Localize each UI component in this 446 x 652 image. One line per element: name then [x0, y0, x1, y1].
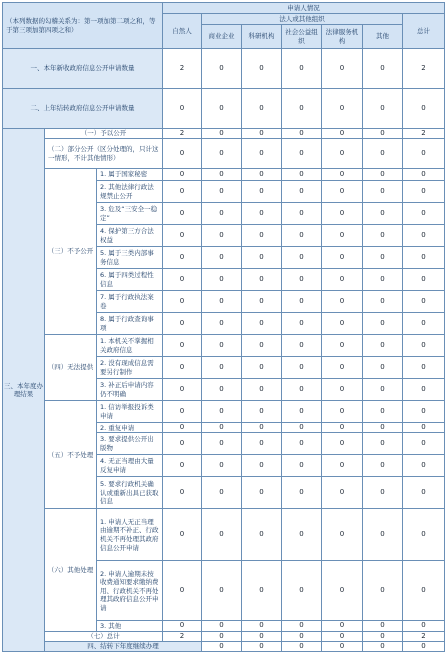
disclosure-stats-table	[2, 2, 445, 652]
cell-value: 0	[163, 225, 202, 247]
cell-value: 0	[242, 641, 282, 651]
cell-value: 0	[363, 169, 403, 181]
cell-value: 0	[163, 357, 202, 379]
cell-value: 0	[282, 641, 322, 651]
header-org-type: 法律服务机构	[322, 25, 363, 49]
cell-value: 0	[403, 291, 445, 313]
cell-value: 0	[242, 269, 282, 291]
cell-value: 0	[163, 455, 202, 477]
cell-value: 0	[282, 313, 322, 335]
table-row	[3, 641, 445, 651]
table-row	[3, 49, 445, 89]
cell-value: 0	[322, 203, 363, 225]
cell-value: 0	[403, 509, 445, 561]
row-label: 4. 保护第三方合法权益	[97, 225, 163, 247]
cell-value: 0	[322, 379, 363, 401]
cell-value: 0	[242, 129, 282, 139]
table-row	[3, 139, 445, 169]
cell-value: 0	[202, 401, 242, 423]
cell-value: 0	[202, 247, 242, 269]
cell-value: 0	[242, 139, 282, 169]
cell-value: 0	[322, 357, 363, 379]
cell-value: 0	[363, 423, 403, 433]
cell-value: 2	[403, 49, 445, 89]
header-legal-group: 法人或其他组织	[202, 14, 403, 25]
cell-value: 0	[403, 181, 445, 203]
cell-value: 0	[403, 401, 445, 423]
row-label: 2. 没有现成信息需要另行制作	[97, 357, 163, 379]
cell-value: 0	[282, 269, 322, 291]
cell-value: 0	[403, 225, 445, 247]
cell-value: 0	[403, 477, 445, 509]
cell-value: 0	[282, 423, 322, 433]
cell-value: 0	[322, 477, 363, 509]
cell-value: 0	[322, 225, 363, 247]
cell-value: 0	[322, 433, 363, 455]
cell-value: 0	[322, 401, 363, 423]
cell-value: 0	[202, 129, 242, 139]
cell-value: 0	[163, 401, 202, 423]
cell-value: 0	[282, 203, 322, 225]
cell-value: 2	[403, 631, 445, 641]
cell-value: 0	[202, 169, 242, 181]
cell-value: 0	[322, 49, 363, 89]
cell-value: 0	[322, 313, 363, 335]
cell-value: 0	[202, 357, 242, 379]
table-row	[3, 631, 445, 641]
cell-value: 0	[282, 247, 322, 269]
row-label: 1. 信访举报投诉类申请	[97, 401, 163, 423]
cell-value: 0	[202, 379, 242, 401]
cell-value: 0	[363, 641, 403, 651]
cell-value: 0	[163, 621, 202, 631]
cell-value: 0	[363, 433, 403, 455]
cell-value: 0	[202, 455, 242, 477]
cell-value: 0	[282, 181, 322, 203]
cell-value: 0	[282, 169, 322, 181]
cell-value: 0	[322, 269, 363, 291]
cell-value: 0	[363, 561, 403, 621]
cell-value: 2	[163, 129, 202, 139]
row-label: 四、结转下年度继续办理	[45, 641, 202, 651]
cell-value: 0	[163, 269, 202, 291]
cell-value: 0	[202, 269, 242, 291]
cell-value: 0	[322, 509, 363, 561]
cell-value: 0	[363, 477, 403, 509]
cell-value: 0	[282, 477, 322, 509]
cell-value: 0	[322, 181, 363, 203]
cell-value: 0	[242, 401, 282, 423]
cell-value: 0	[403, 561, 445, 621]
row-label: 一、本年新收政府信息公开申请数量	[3, 49, 163, 89]
row-label: 4. 无正当理由大量反复申请	[97, 455, 163, 477]
row-label: 2. 申请人逾期未按收费通知要求缴纳费用、行政机关不再处理其政府信息公开申请	[97, 561, 163, 621]
cell-value: 0	[282, 379, 322, 401]
header-org-type: 其他	[363, 25, 403, 49]
cell-value: 0	[242, 225, 282, 247]
cell-value: 0	[403, 335, 445, 357]
header-natural-person: 自然人	[163, 14, 202, 49]
cell-value: 0	[363, 455, 403, 477]
cell-value: 0	[282, 129, 322, 139]
cell-value: 0	[163, 477, 202, 509]
cell-value: 0	[363, 313, 403, 335]
cell-value: 0	[363, 129, 403, 139]
row-label: 2. 其他法律行政法规禁止公开	[97, 181, 163, 203]
header-org-type: 商业企业	[202, 25, 242, 49]
cell-value: 0	[242, 561, 282, 621]
table-row	[3, 335, 445, 357]
cell-value: 0	[163, 169, 202, 181]
cell-value: 0	[242, 247, 282, 269]
cell-value: 0	[202, 225, 242, 247]
cell-value: 0	[242, 631, 282, 641]
cell-value: 0	[163, 139, 202, 169]
cell-value: 0	[282, 621, 322, 631]
row-label: 1. 本机关不掌握相关政府信息	[97, 335, 163, 357]
cell-value: 0	[363, 401, 403, 423]
cell-value: 0	[403, 169, 445, 181]
cell-value: 0	[282, 49, 322, 89]
cell-value: 0	[403, 357, 445, 379]
cell-value: 0	[403, 621, 445, 631]
cell-value: 0	[363, 291, 403, 313]
cell-value: 0	[202, 139, 242, 169]
cell-value: 0	[282, 433, 322, 455]
subgroup-label: （四）无法提供	[45, 335, 97, 401]
cell-value: 0	[322, 631, 363, 641]
cell-value: 0	[363, 203, 403, 225]
row-label: （一）予以公开	[45, 129, 163, 139]
cell-value: 0	[242, 455, 282, 477]
row-label: 3. 危及“三安全一稳定”	[97, 203, 163, 225]
cell-value: 0	[202, 477, 242, 509]
cell-value: 0	[163, 181, 202, 203]
row-label: 1. 属于国家秘密	[97, 169, 163, 181]
subgroup-label: （五）不予处理	[45, 401, 97, 509]
cell-value: 0	[163, 247, 202, 269]
cell-value: 0	[322, 561, 363, 621]
header-org-type: 科研机构	[242, 25, 282, 49]
cell-value: 0	[403, 455, 445, 477]
cell-value: 0	[282, 455, 322, 477]
cell-value: 0	[163, 509, 202, 561]
cell-value: 0	[242, 509, 282, 561]
cell-value: 0	[322, 335, 363, 357]
cell-value: 0	[282, 561, 322, 621]
cell-value: 0	[322, 291, 363, 313]
cell-value: 0	[202, 423, 242, 433]
cell-value: 0	[202, 89, 242, 129]
cell-value: 0	[363, 357, 403, 379]
row-label: 7. 属于行政执法案卷	[97, 291, 163, 313]
cell-value: 0	[363, 89, 403, 129]
row-label: 3. 其他	[97, 621, 163, 631]
cell-value: 0	[403, 641, 445, 651]
cell-value: 0	[163, 423, 202, 433]
cell-value: 0	[242, 335, 282, 357]
header-org-type: 社会公益组织	[282, 25, 322, 49]
subgroup-label: （三）不予公开	[45, 169, 97, 335]
header-total: 总计	[403, 14, 445, 49]
table-row	[3, 509, 445, 561]
cell-value: 0	[363, 225, 403, 247]
cell-value: 0	[163, 313, 202, 335]
table-row	[3, 129, 445, 139]
row-label: （七）总计	[45, 631, 163, 641]
cell-value: 0	[202, 433, 242, 455]
cell-value: 0	[202, 561, 242, 621]
cell-value: 0	[242, 203, 282, 225]
cell-value: 0	[363, 139, 403, 169]
cell-value: 0	[363, 49, 403, 89]
cell-value: 0	[322, 89, 363, 129]
section-label-results: 三、本年度办理结果	[3, 129, 45, 652]
cell-value: 0	[242, 433, 282, 455]
cell-value: 0	[282, 357, 322, 379]
cell-value: 0	[403, 139, 445, 169]
row-label: 3. 补正后申请内容仍不明确	[97, 379, 163, 401]
cell-value: 0	[242, 49, 282, 89]
cell-value: 0	[403, 313, 445, 335]
row-label: 8. 属于行政查询事项	[97, 313, 163, 335]
row-label: 6. 属于四类过程性信息	[97, 269, 163, 291]
cell-value: 0	[282, 89, 322, 129]
cell-value: 0	[202, 621, 242, 631]
cell-value: 0	[242, 357, 282, 379]
cell-value: 0	[163, 433, 202, 455]
cell-value: 0	[403, 89, 445, 129]
cell-value: 0	[282, 401, 322, 423]
cell-value: 0	[363, 631, 403, 641]
cell-value: 0	[363, 335, 403, 357]
cell-value: 0	[242, 169, 282, 181]
cell-value: 0	[363, 269, 403, 291]
table-row	[3, 401, 445, 423]
cell-value: 0	[242, 291, 282, 313]
cell-value: 0	[363, 621, 403, 631]
cell-value: 2	[163, 49, 202, 89]
cell-value: 0	[242, 379, 282, 401]
cell-value: 0	[403, 269, 445, 291]
cell-value: 0	[363, 509, 403, 561]
cell-value: 0	[202, 313, 242, 335]
cell-value: 0	[403, 433, 445, 455]
cell-value: 0	[403, 203, 445, 225]
cell-value: 0	[202, 335, 242, 357]
row-label: 5. 属于三类内部事务信息	[97, 247, 163, 269]
cell-value: 0	[163, 561, 202, 621]
cell-value: 0	[202, 49, 242, 89]
header-applicant: 申请人情况	[163, 3, 445, 14]
cell-value: 0	[202, 641, 242, 651]
cell-value: 0	[403, 423, 445, 433]
cell-value: 0	[282, 291, 322, 313]
cell-value: 0	[163, 379, 202, 401]
row-label: 5. 要求行政机关确认或重新出具已获取信息	[97, 477, 163, 509]
cell-value: 0	[322, 169, 363, 181]
cell-value: 0	[322, 129, 363, 139]
cell-value: 0	[163, 203, 202, 225]
cell-value: 0	[163, 291, 202, 313]
cell-value: 0	[202, 181, 242, 203]
row-label: （二）部分公开（区分处理的，只计这一情形，不计其他情形）	[45, 139, 163, 169]
cell-value: 0	[322, 641, 363, 651]
row-label: 1. 申请人无正当理由逾期不补正、行政机关不再处理其政府信息公开申请	[97, 509, 163, 561]
cell-value: 0	[282, 509, 322, 561]
cell-value: 0	[242, 621, 282, 631]
cell-value: 0	[363, 247, 403, 269]
cell-value: 0	[363, 181, 403, 203]
cell-value: 0	[282, 631, 322, 641]
cell-value: 0	[403, 247, 445, 269]
cell-value: 0	[202, 509, 242, 561]
cell-value: 0	[322, 621, 363, 631]
row-label: 2. 重复申请	[97, 423, 163, 433]
subgroup-label: （六）其他处理	[45, 509, 97, 631]
cell-value: 0	[282, 225, 322, 247]
cell-value: 0	[202, 631, 242, 641]
cell-value: 0	[163, 335, 202, 357]
cell-value: 0	[202, 291, 242, 313]
cell-value: 0	[242, 89, 282, 129]
cell-value: 0	[242, 423, 282, 433]
table-row	[3, 169, 445, 181]
cell-value: 0	[282, 335, 322, 357]
row-label: 二、上年结转政府信息公开申请数量	[3, 89, 163, 129]
cell-value: 0	[322, 423, 363, 433]
header-corner-note: （本列数据的勾稽关系为：第一项加第二项之和，等于第三项加第四项之和）	[3, 3, 163, 49]
row-label: 3. 要求提供公开出版物	[97, 433, 163, 455]
cell-value: 0	[242, 477, 282, 509]
cell-value: 0	[403, 379, 445, 401]
cell-value: 2	[163, 631, 202, 641]
cell-value: 0	[322, 139, 363, 169]
cell-value: 0	[242, 313, 282, 335]
table-row	[3, 89, 445, 129]
cell-value: 0	[363, 379, 403, 401]
cell-value: 0	[242, 181, 282, 203]
cell-value: 0	[322, 247, 363, 269]
cell-value: 2	[403, 129, 445, 139]
cell-value: 0	[163, 89, 202, 129]
cell-value: 0	[322, 455, 363, 477]
cell-value: 0	[202, 203, 242, 225]
cell-value: 0	[282, 139, 322, 169]
